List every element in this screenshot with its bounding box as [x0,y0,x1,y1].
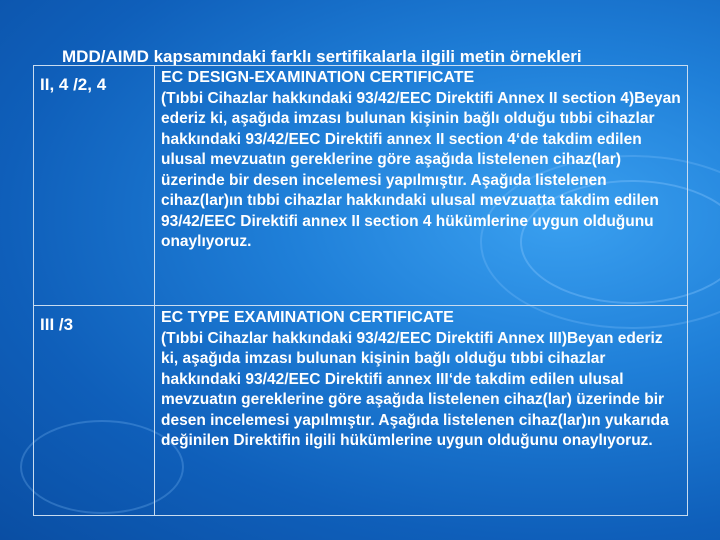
certificate-table [33,65,688,516]
row-code: II, 4 /2, 4 [34,66,155,306]
row-code: III /3 [34,306,155,516]
slide-title: MDD/AIMD kapsamındaki farklı sertifikalarla ilgili metin örnekleri [62,47,582,66]
row-content [155,306,688,516]
row-content [155,66,688,306]
certificate-name: EC TYPE EXAMINATION CERTIFICATE [161,309,454,326]
certificate-description: (Tıbbi Cihazlar hakkındaki 93/42/EEC Direktifi Annex III)Beyan ederiz ki, aşağıda imzası bulunan kişinin bağlı olduğu tıbbi cihazlar hakkındaki 93/42/EEC Direktifi annex III‘de takdim edilen ulusal mevzuatın gereklerine göre aşağıda listelenen cihaz(lar) üzerinde bir desen incelemesi yapılmıştır. Aşağıda listelenen cihaz(lar)ın yukarıda değinilen Direktifin ilgili hükümlerine uygun olduğunu onaylıyoruz. [161,329,669,449]
certificate-description: (Tıbbi Cihazlar hakkındaki 93/42/EEC Direktifi Annex II section 4)Beyan ederiz ki, aşağıda imzası bulunan kişinin bağlı olduğu tıbbi cihazlar hakkındaki 93/42/EEC Direktifi annex II section 4‘de takdim edilen ulusal mevzuatın gereklerine göre aşağıda listelenen cihaz(lar) üzerinde bir desen incelemesi yapılmıştır. Aşağıda listelenen cihaz(lar)ın tıbbi cihazlar hakkındaki ulusal mevzuatta takdim edilen 93/42/EEC Direktifi annex II section 4 hükümlerine uygun olduğunu onaylıyoruz. [161,89,681,250]
table-row [34,306,688,516]
table-row [34,66,688,306]
certificate-name: EC DESIGN-EXAMINATION CERTIFICATE [161,69,475,86]
